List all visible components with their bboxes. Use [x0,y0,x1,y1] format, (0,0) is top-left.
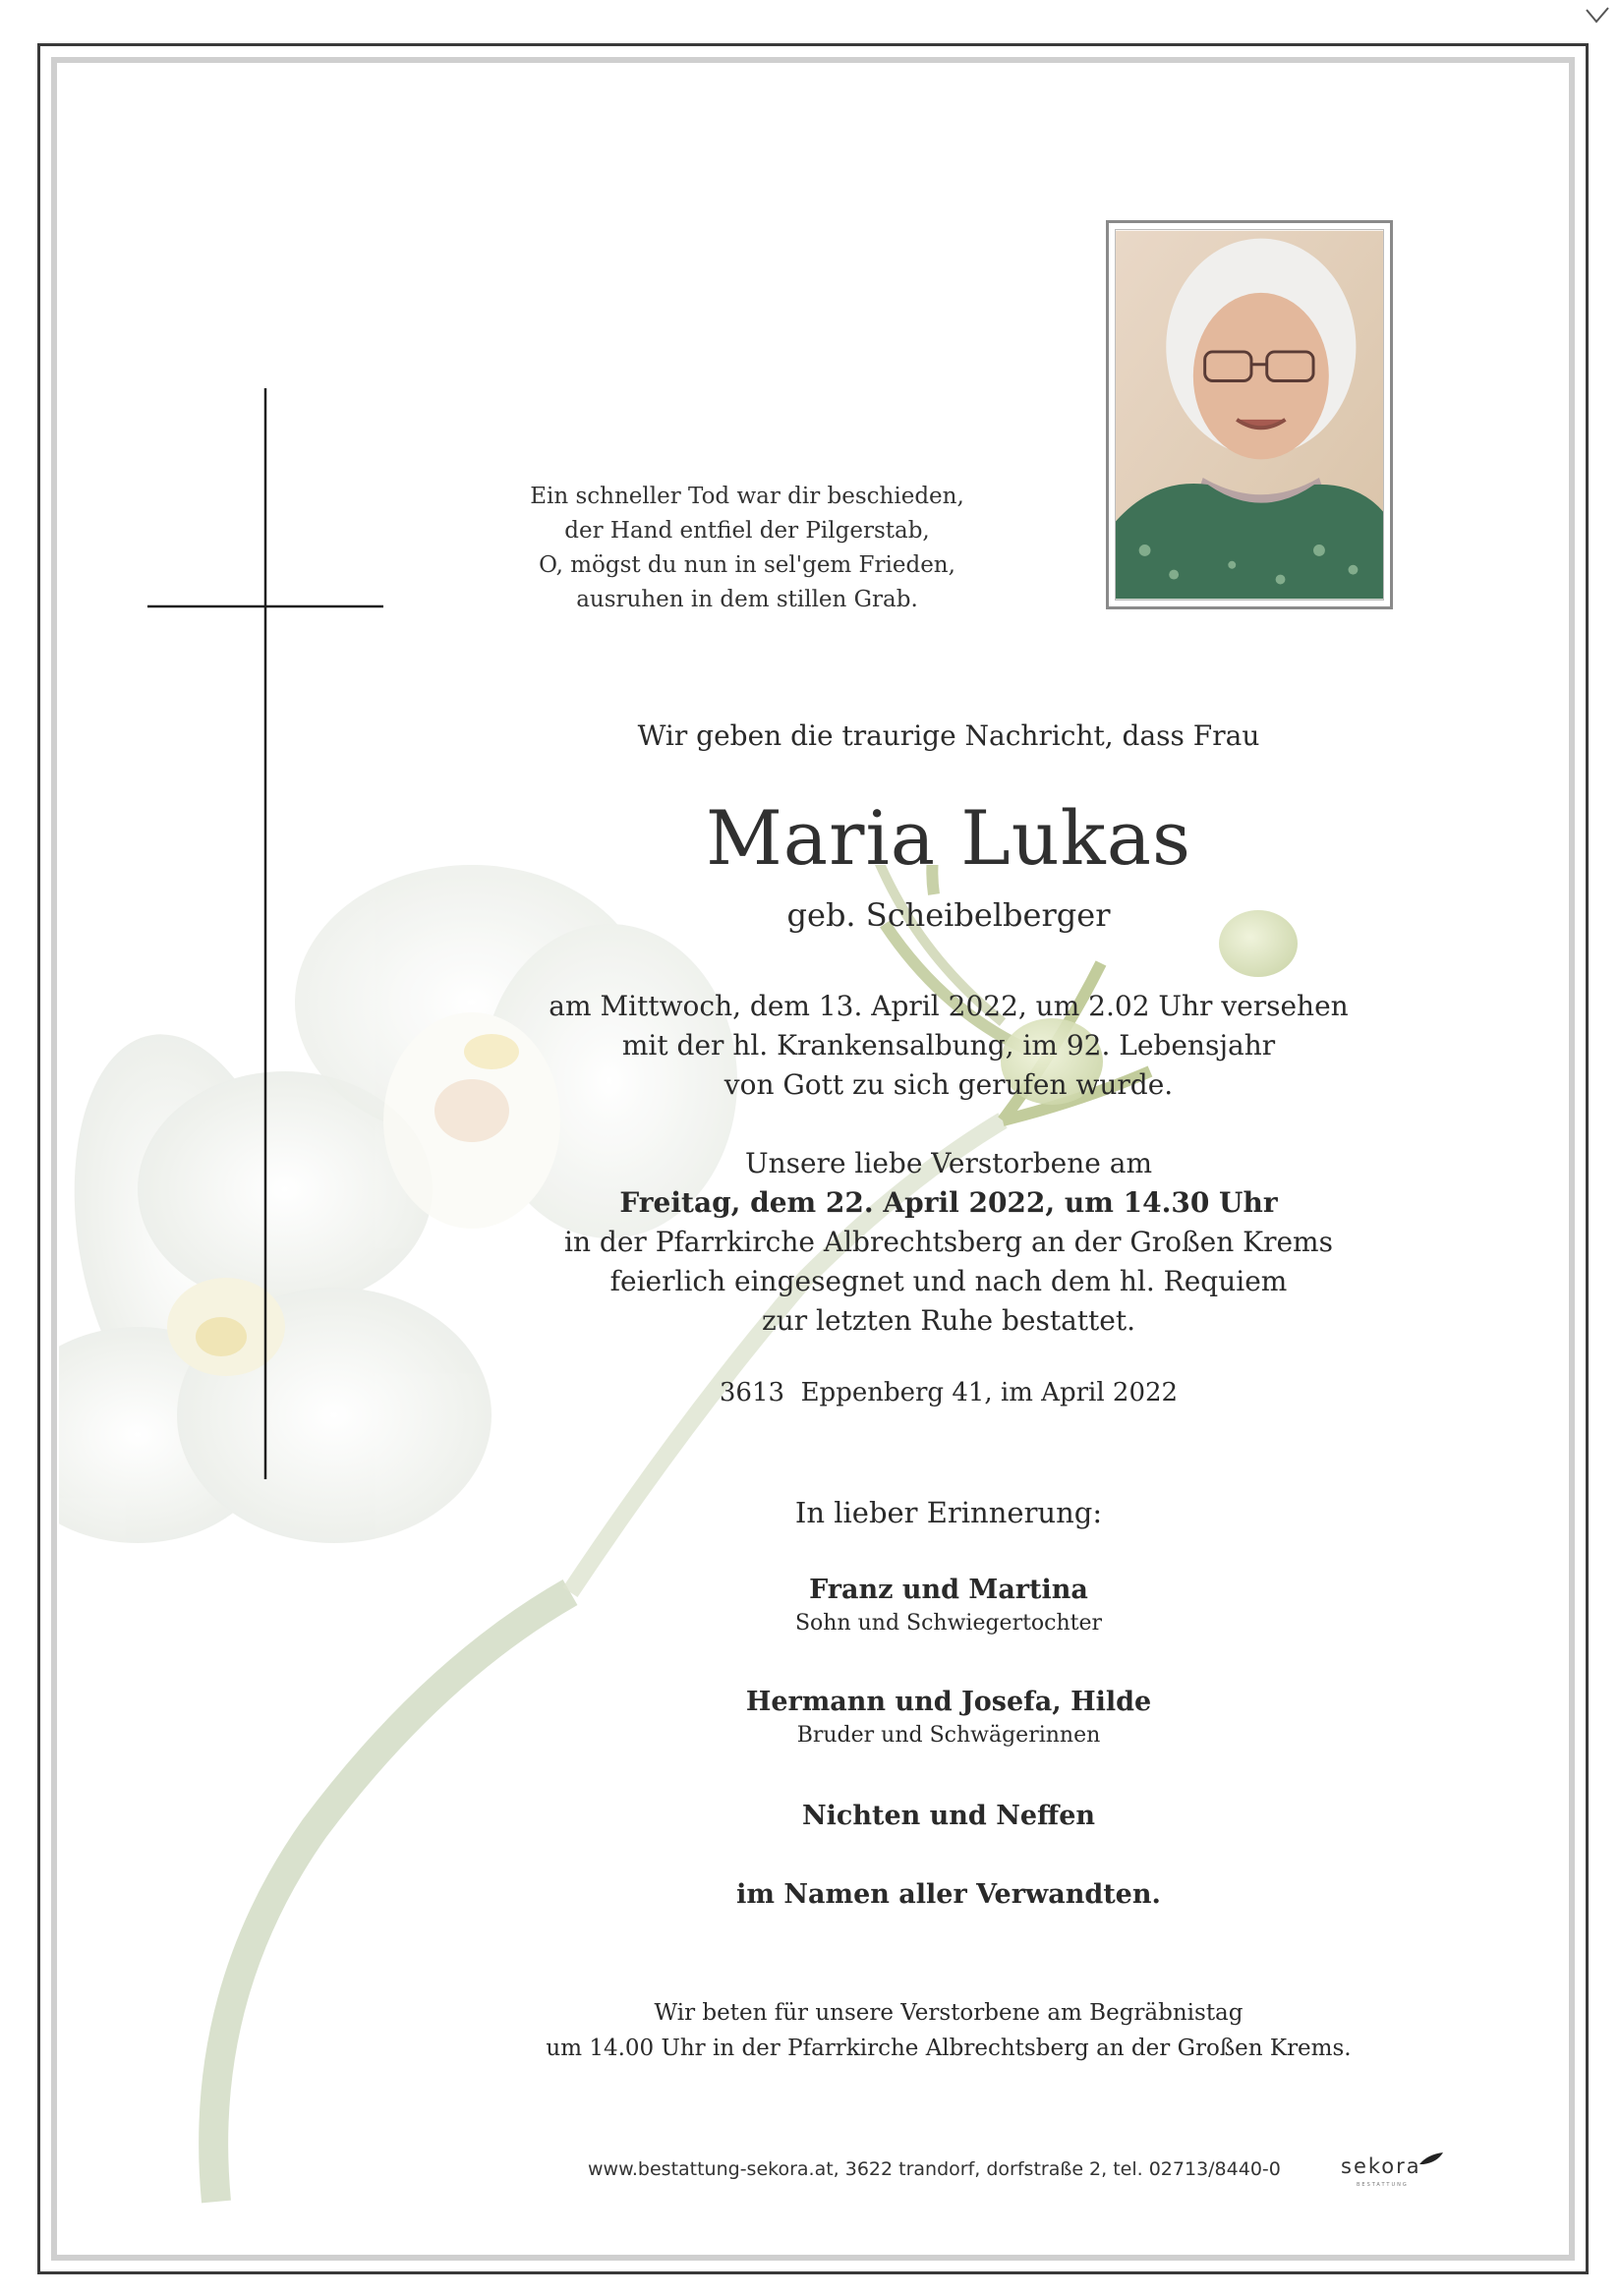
death-notice-line: von Gott zu sich gerufen wurde. [723,1068,1174,1101]
funeral-line: Unsere liebe Verstorbene am [744,1147,1152,1179]
leaf-icon [1418,2151,1445,2168]
portrait-image [1116,230,1383,600]
deceased-name: Maria Lukas [705,794,1191,882]
maiden-name: geb. Scheibelberger [786,896,1111,934]
intro-text: Wir geben die traurige Nachricht, dass Frau [637,719,1260,752]
logo-subtitle: BESTATTUNG [1357,2182,1409,2188]
closing-line: um 14.00 Uhr in der Pfarrkirche Albrechtsberg an der Großen Krems. [546,2036,1352,2061]
scan-corner-mark [1585,6,1610,26]
footer-contact: www.bestattung-sekora.at, 3622 trandorf, dorfstraße 2, tel. 02713/8440-0 [588,2158,1281,2180]
poem-line: ausruhen in dem stillen Grab. [576,587,918,612]
portrait-photo [1106,220,1393,609]
place-date: 3613 Eppenberg 41, im April 2022 [719,1378,1179,1407]
funeral-date: Freitag, dem 22. April 2022, um 14.30 Uhr [619,1186,1278,1219]
closing-note [492,1995,1406,2066]
sekora-logo [1341,2151,1449,2190]
funeral-line: feierlich eingesegnet und nach dem hl. Requiem [609,1265,1288,1297]
all-relatives: im Namen aller Verwandten. [736,1879,1161,1910]
family-relation: Sohn und Schwiegertochter [794,1611,1103,1636]
cross-symbol [147,388,388,1479]
funeral-info [492,1144,1406,1341]
relatives: Nichten und Neffen [801,1801,1096,1831]
logo-name: sekora [1341,2154,1421,2178]
poem-line: Ein schneller Tod war dir beschieden, [530,484,964,509]
family-entry [492,1687,1406,1748]
family-relation: Bruder und Schwägerinnen [796,1723,1101,1748]
family-entry [492,1575,1406,1636]
remembrance-heading: In lieber Erinnerung: [794,1496,1103,1529]
death-notice-line: mit der hl. Krankensalbung, im 92. Lebensjahr [621,1029,1276,1062]
funeral-line: in der Pfarrkirche Albrechtsberg an der Großen Krems [564,1226,1333,1258]
death-notice-line: am Mittwoch, dem 13. April 2022, um 2.02 Uhr versehen [549,990,1349,1022]
death-notice [492,987,1406,1105]
poem-line: der Hand entfiel der Pilgerstab, [564,518,930,544]
memorial-poem [492,480,1003,617]
family-name: Hermann und Josefa, Hilde [745,1687,1152,1717]
funeral-line: zur letzten Ruhe bestattet. [761,1304,1135,1337]
family-name: Franz und Martina [809,1575,1088,1605]
poem-line: O, mögst du nun in sel'gem Frieden, [539,552,955,578]
closing-line: Wir beten für unsere Verstorbene am Begräbnistag [654,2000,1244,2026]
